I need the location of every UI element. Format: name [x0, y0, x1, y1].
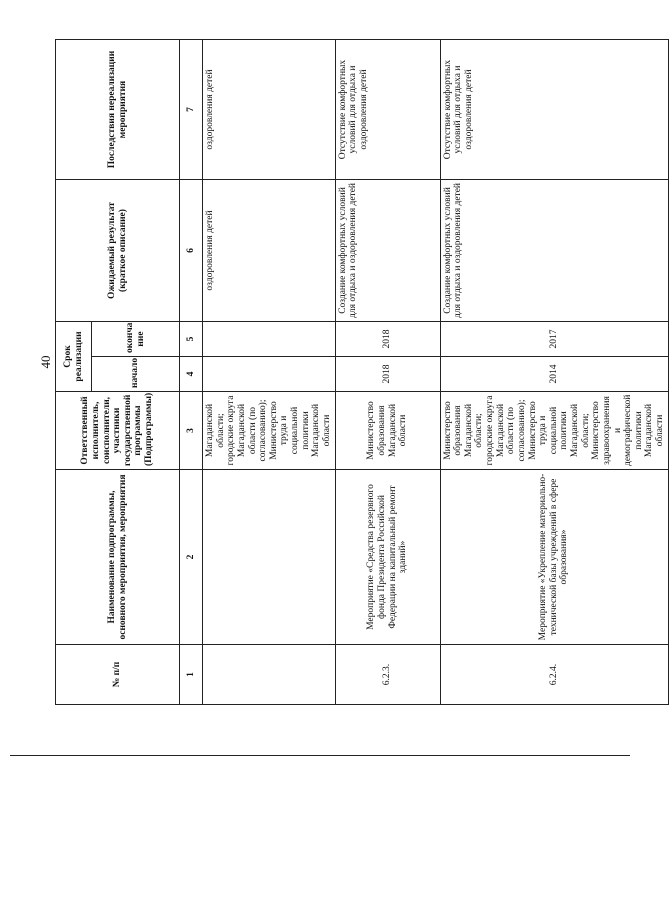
program-table [55, 39, 669, 705]
column-number: 4 [180, 357, 203, 392]
table-row [335, 40, 440, 705]
column-number-row [180, 40, 203, 705]
row-result: оздоровления детей [203, 180, 336, 322]
header-end: оконча ние [92, 322, 180, 357]
column-number: 5 [180, 322, 203, 357]
column-number: 2 [180, 470, 203, 645]
row-num [203, 645, 336, 705]
row-start: 2014 [440, 357, 668, 392]
row-name: Мероприятие «Укрепление материально-технической базы учреждений в сфере образования» [440, 470, 668, 645]
header-term: Срок реализации [56, 322, 92, 392]
row-executor: Министерство образования Магаданской области [335, 392, 440, 470]
column-number: 3 [180, 392, 203, 470]
row-end [203, 322, 336, 357]
row-executor: Министерство образования Магаданской области; городские округа Магаданской области (по согласованию); Министерство труда и социальной политики Магаданской области; Министерство здравоохранения и демографической политики Магаданской области [440, 392, 668, 470]
row-start [203, 357, 336, 392]
row-end: 2017 [440, 322, 668, 357]
header-result: Ожидаемый результат (краткое описание) [56, 180, 180, 322]
header-start: начало [92, 357, 180, 392]
row-result: Создание комфортных условий для отдыха и оздоровления детей [335, 180, 440, 322]
header-consequences: Последствия нереализации мероприятия [56, 40, 180, 180]
header-num: № п/п [56, 645, 180, 705]
row-num: 6.2.4. [440, 645, 668, 705]
table-row [203, 40, 336, 705]
row-consequences: Отсутствие комфортных условий для отдыха и оздоровления детей [335, 40, 440, 180]
column-number: 6 [180, 180, 203, 322]
row-consequences: оздоровления детей [203, 40, 336, 180]
row-end: 2018 [335, 322, 440, 357]
row-name [203, 470, 336, 645]
column-number: 7 [180, 40, 203, 180]
row-consequences: Отсутствие комфортных условий для отдыха и оздоровления детей [440, 40, 668, 180]
row-result: Создание комфортных условий для отдыха и оздоровления детей [440, 180, 668, 322]
page-number: 40 [38, 355, 53, 369]
table-row [440, 40, 668, 705]
header-row-1 [56, 40, 92, 705]
row-num: 6.2.3. [335, 645, 440, 705]
rotated-table-wrapper [55, 40, 665, 705]
header-executor: Ответственный исполнитель, соисполнители, участники государственной программы (Подпрограммы) [56, 392, 180, 470]
column-number: 1 [180, 645, 203, 705]
row-name: Мероприятие «Средства резервного фонда Президента Российской Федерации на капитальный ремонт зданий» [335, 470, 440, 645]
header-name: Наименование подпрограммы, основного мероприятия, мероприятия [56, 470, 180, 645]
row-executor: Магаданской области; городские округа Магаданской области (по согласованию); Министерство труда и социальной политики Магаданской области [203, 392, 336, 470]
footer-divider [10, 755, 630, 756]
row-start: 2018 [335, 357, 440, 392]
